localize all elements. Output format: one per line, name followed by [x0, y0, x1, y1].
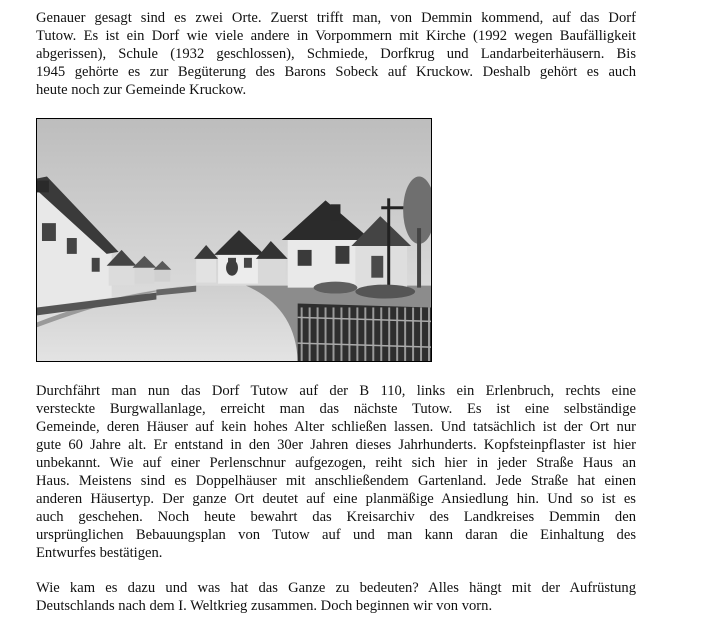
text-line: versteckte Burgwallanlage, erreicht man das nächste Tutow. Es ist eine selbständige — [36, 401, 636, 417]
text-line: Entwurfes bestätigen. — [36, 545, 163, 561]
text-line: Tutow. Es ist ein Dorf wie viele andere in Vorpommern mit Kirche (1992 wegen Baufälligkeit — [36, 28, 636, 44]
paragraph-closing — [36, 579, 636, 615]
village-street-photo — [36, 118, 432, 362]
text-line: Genauer gesagt sind es zwei Orte. Zuerst trifft man, von Demmin kommend, auf das Dorf — [36, 10, 636, 26]
text-line: anderen Häusertyp. Der ganze Ort deutet auf eine planmäßige Ansiedlung hin. Und so ist es — [36, 491, 636, 507]
text-line: abgerissen), Schule (1932 geschlossen), Schmiede, Dorfkrug und Landarbeiterhäusern. Bis — [36, 46, 636, 62]
text-line: Durchfährt man nun das Dorf Tutow auf der B 110, links ein Erlenbruch, rechts eine — [36, 383, 636, 399]
paragraph-main — [36, 382, 636, 562]
text-line: 1945 gehörte es zur Begüterung des Barons Sobeck auf Kruckow. Deshalb gehört es auch — [36, 64, 636, 80]
text-line: Gemeinde, deren Häuser auf kein hohes Alter schließen lassen. Und tatsächlich ist der Ort nur — [36, 419, 636, 435]
text-line: ursprünglichen Bebauungsplan von Tutow auf und man kann daran die Einhaltung des — [36, 527, 636, 543]
text-line: Haus. Meistens sind es Doppelhäuser mit anschließendem Gartenland. Jede Straße hat einen — [36, 473, 636, 489]
text-line: auch geschehen. Noch heute bewahrt das Kreisarchiv des Landkreises Demmin den — [36, 509, 636, 525]
text-line: Wie kam es dazu und was hat das Ganze zu bedeuten? Alles hängt mit der Aufrüstung — [36, 580, 636, 596]
paragraph-intro — [36, 9, 636, 99]
text-line: heute noch zur Gemeinde Kruckow. — [36, 82, 247, 98]
village-street-photo-icon — [37, 119, 431, 361]
text-line: Deutschlands nach dem I. Weltkrieg zusammen. Doch beginnen wir von vorn. — [36, 598, 493, 614]
text-line: gute 60 Jahre alt. Er entstand in den 30er Jahren dieses Jahrhunderts. Kopfsteinpflaster ist hier — [36, 437, 636, 453]
text-line: unbekannt. Wie auf einer Perlenschnur aufgezogen, reiht sich hier in jeder Straße Haus an — [36, 455, 636, 471]
